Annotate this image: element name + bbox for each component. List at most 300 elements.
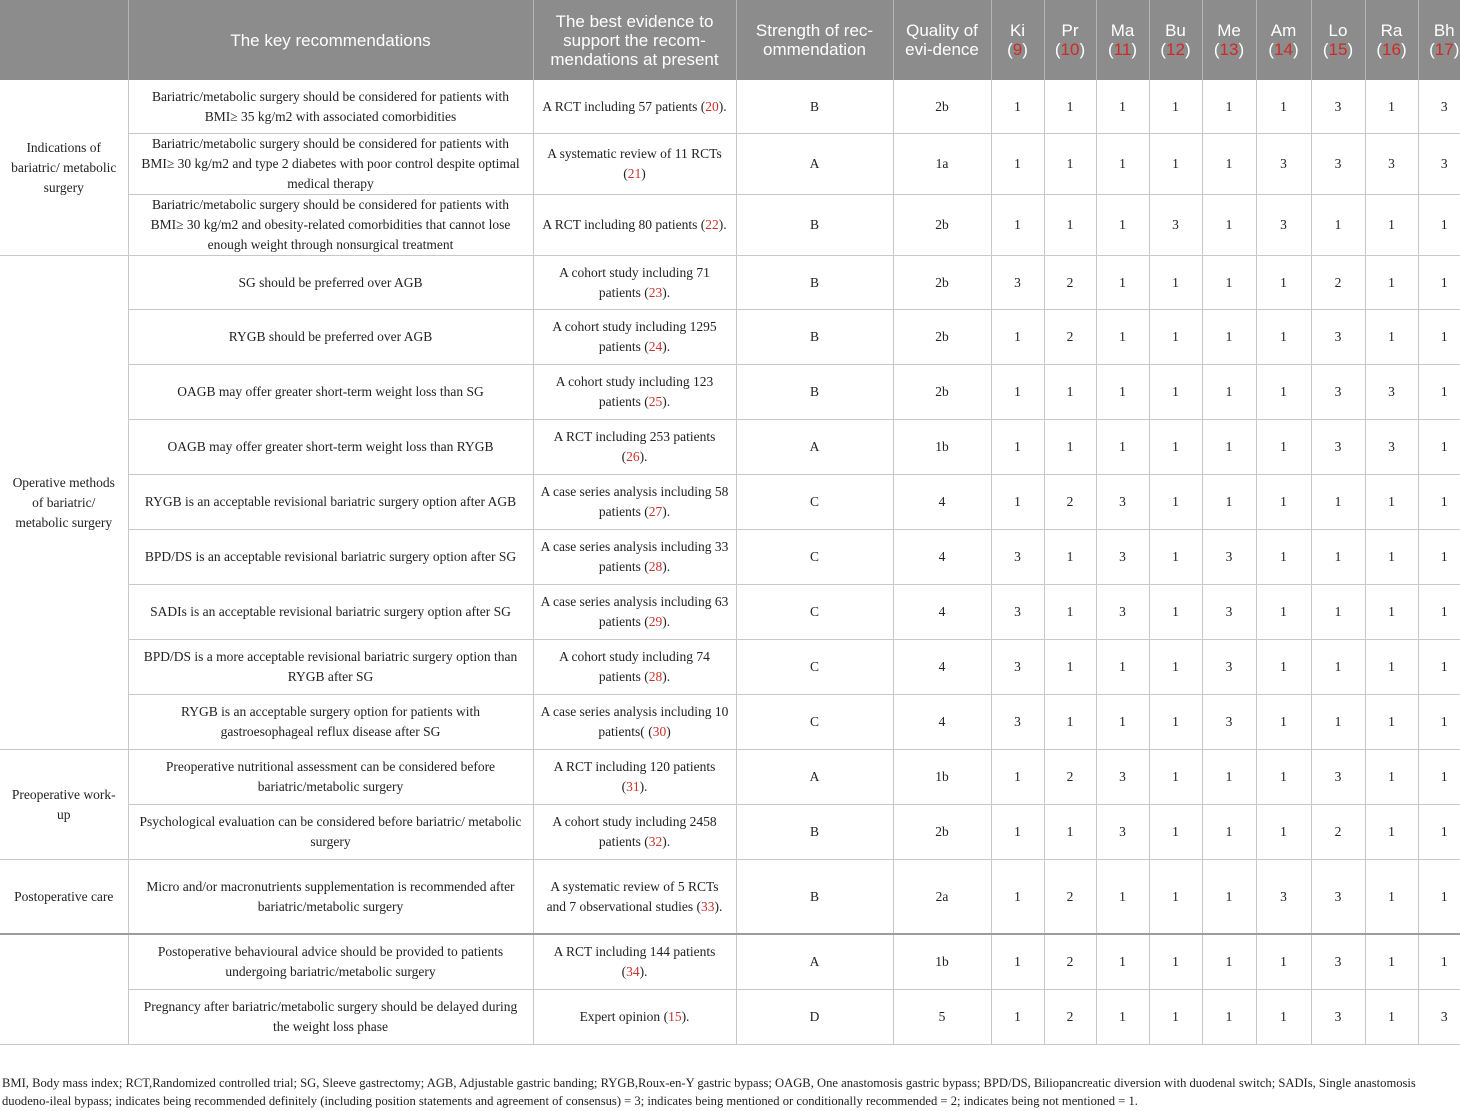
evidence-text: A cohort study including 2458 patients — [552, 814, 717, 849]
strength-cell: B — [736, 860, 893, 935]
guideline-score-cell: 1 — [1418, 750, 1460, 805]
recommendation-cell: Preoperative nutritional assessment can be considered before bariatric/metabolic surgery — [128, 750, 533, 805]
quality-cell: 4 — [893, 475, 991, 530]
guideline-score-cell: 2 — [1311, 256, 1365, 310]
quality-cell: 2b — [893, 195, 991, 256]
guideline-score-cell: 1 — [1256, 585, 1311, 640]
guideline-score-cell: 1 — [1149, 934, 1202, 990]
guideline-score-cell: 1 — [1256, 934, 1311, 990]
guideline-score-cell: 1 — [1202, 990, 1256, 1045]
guideline-score-cell: 1 — [991, 990, 1044, 1045]
guideline-score-cell: 1 — [1044, 695, 1096, 750]
guideline-score-cell: 1 — [1256, 420, 1311, 475]
evidence-closing: ). — [662, 339, 671, 354]
header-guideline: Lo (15) — [1311, 0, 1365, 80]
guideline-score-cell: 1 — [1044, 80, 1096, 134]
evidence-text: A RCT including 120 patients — [553, 759, 716, 774]
evidence-closing: ). — [662, 669, 671, 684]
guideline-score-cell: 3 — [991, 585, 1044, 640]
table-row — [0, 695, 1460, 750]
guideline-score-cell: 1 — [1202, 934, 1256, 990]
guideline-score-cell: 3 — [1096, 750, 1149, 805]
guideline-ref-link[interactable]: 15 — [1328, 40, 1348, 59]
guideline-ref-link[interactable]: 11 — [1113, 40, 1132, 59]
guideline-score-cell: 1 — [1256, 750, 1311, 805]
guideline-score-cell: 1 — [1044, 640, 1096, 695]
quality-cell: 4 — [893, 530, 991, 585]
guideline-score-cell: 3 — [1365, 420, 1418, 475]
recommendation-cell: OAGB may offer greater short-term weight loss than RYGB — [128, 420, 533, 475]
table-footnote: BMI, Body mass index; RCT,Randomized controlled trial; SG, Sleeve gastrectomy; AGB, Adjustable gastric banding; RYGB,Roux-en-Y gastric bypass; OAGB, One anastomosis gastric bypass; BPD/DS, Biliopancreatic diversion with duodenal switch; SADIs, Single anastomosis duodeno-ileal bypass; indicates being recommended definitely (including position statements and agreement of consensus) = 3; indicates being mentioned or conditionally recommended = 2; indicates being not mentioned = 1. — [2, 1076, 1416, 1108]
evidence-closing: ). — [662, 394, 671, 409]
guideline-score-cell: 1 — [1418, 934, 1460, 990]
guideline-ref-link[interactable]: 16 — [1382, 40, 1401, 59]
guideline-score-cell: 1 — [1044, 134, 1096, 195]
guideline-score-cell: 3 — [991, 695, 1044, 750]
guideline-score-cell: 3 — [1311, 990, 1365, 1045]
section-label: Operative methods of bariatric/ metabolic surgery — [0, 256, 128, 750]
guideline-score-cell: 1 — [1096, 134, 1149, 195]
guideline-score-cell: 1 — [1149, 640, 1202, 695]
guideline-score-cell: 1 — [1044, 365, 1096, 420]
guideline-score-cell: 1 — [1202, 860, 1256, 935]
quality-cell: 2b — [893, 80, 991, 134]
guideline-ref-link[interactable]: 14 — [1274, 40, 1293, 59]
guideline-score-cell: 2 — [1044, 475, 1096, 530]
quality-cell: 2a — [893, 860, 991, 935]
quality-cell: 4 — [893, 640, 991, 695]
guideline-score-cell: 3 — [1202, 530, 1256, 585]
guideline-score-cell: 3 — [1096, 475, 1149, 530]
guideline-score-cell: 3 — [991, 256, 1044, 310]
recommendation-cell: OAGB may offer greater short-term weight loss than SG — [128, 365, 533, 420]
guideline-score-cell: 1 — [991, 750, 1044, 805]
guideline-score-cell: 3 — [1256, 195, 1311, 256]
strength-cell: B — [736, 195, 893, 256]
guideline-score-cell: 1 — [1418, 256, 1460, 310]
evidence-cell: A RCT including 144 patients (34). — [533, 934, 736, 990]
guideline-score-cell: 1 — [1418, 585, 1460, 640]
guideline-score-cell: 3 — [1149, 195, 1202, 256]
guideline-abbr: Lo — [1328, 21, 1348, 40]
table-row — [0, 365, 1460, 420]
header-category — [0, 0, 128, 80]
reference-link[interactable]: 31 — [626, 779, 640, 794]
guideline-score-cell: 1 — [1256, 805, 1311, 860]
guideline-score-cell: 1 — [1202, 256, 1256, 310]
evidence-closing: ). — [714, 898, 723, 914]
evidence-text: A cohort study including 1295 patients — [552, 319, 717, 354]
guideline-score-cell: 1 — [1044, 530, 1096, 585]
guideline-abbr: Me — [1217, 21, 1241, 40]
guideline-score-cell: 1 — [1365, 750, 1418, 805]
guideline-score-cell: 1 — [1096, 195, 1149, 256]
reference-link[interactable]: 34 — [626, 964, 640, 979]
quality-cell: 1b — [893, 420, 991, 475]
guideline-score-cell: 1 — [1149, 530, 1202, 585]
header-guideline: Bh (17) — [1418, 0, 1460, 80]
guideline-score-cell: 1 — [1202, 475, 1256, 530]
guideline-score-cell: 1 — [1096, 860, 1149, 935]
evidence-text: A cohort study including 71 patients — [559, 264, 710, 300]
evidence-text: A systematic review of 5 RCTs and 7 observational studies — [546, 878, 719, 914]
strength-cell: B — [736, 80, 893, 134]
evidence-closing: ). — [662, 614, 671, 629]
recommendation-cell: Bariatric/metabolic surgery should be considered for patients with BMI≥ 30 kg/m2 and type 2 diabetes with poor control despite optimal medical therapy — [128, 134, 533, 195]
guideline-score-cell: 3 — [1311, 134, 1365, 195]
strength-cell: B — [736, 310, 893, 365]
evidence-closing: ) — [641, 166, 646, 181]
guideline-ref-link[interactable]: 13 — [1219, 40, 1239, 59]
evidence-closing: ). — [662, 284, 671, 300]
guideline-score-cell: 2 — [1044, 860, 1096, 935]
guideline-score-cell: 1 — [1256, 256, 1311, 310]
guideline-score-cell: 1 — [1365, 80, 1418, 134]
quality-cell: 2b — [893, 310, 991, 365]
guideline-score-cell: 3 — [1096, 530, 1149, 585]
table-row — [0, 750, 1460, 805]
reference-link[interactable]: 23 — [648, 284, 663, 300]
strength-cell: D — [736, 990, 893, 1045]
evidence-cell: A case series analysis including 58 patients (27). — [533, 475, 736, 530]
evidence-closing: ) — [666, 724, 671, 739]
guideline-score-cell: 3 — [1418, 80, 1460, 134]
reference-link[interactable]: 32 — [648, 834, 663, 849]
guideline-score-cell: 1 — [1149, 805, 1202, 860]
recommendation-cell: RYGB should be preferred over AGB — [128, 310, 533, 365]
guideline-score-cell: 1 — [1149, 695, 1202, 750]
header-evidence: The best evidence to support the recom-mendations at present — [533, 0, 736, 80]
guideline-score-cell: 1 — [1418, 310, 1460, 365]
guideline-score-cell: 1 — [1418, 365, 1460, 420]
guideline-score-cell: 1 — [1044, 195, 1096, 256]
quality-cell: 4 — [893, 695, 991, 750]
guideline-score-cell: 1 — [1418, 475, 1460, 530]
evidence-text: A RCT including 57 patients — [542, 98, 698, 114]
guideline-score-cell: 2 — [1044, 990, 1096, 1045]
guideline-abbr: Ra — [1380, 21, 1403, 40]
guideline-score-cell: 3 — [1418, 134, 1460, 195]
guideline-score-cell: 1 — [1149, 990, 1202, 1045]
quality-cell: 2b — [893, 365, 991, 420]
section-label — [0, 934, 128, 1045]
quality-cell: 1a — [893, 134, 991, 195]
evidence-closing: ). — [718, 98, 727, 114]
evidence-cell: A case series analysis including 10 patients( (30) — [533, 695, 736, 750]
guideline-ref-link[interactable]: 10 — [1060, 40, 1080, 59]
guideline-ref-link[interactable]: 12 — [1166, 40, 1185, 59]
evidence-text: Expert opinion — [579, 1009, 661, 1024]
guideline-score-cell: 2 — [1044, 934, 1096, 990]
evidence-text: A RCT including 144 patients — [553, 944, 716, 959]
strength-cell: A — [736, 750, 893, 805]
guideline-score-cell: 2 — [1311, 805, 1365, 860]
guideline-score-cell: 1 — [1044, 585, 1096, 640]
guideline-score-cell: 1 — [1418, 195, 1460, 256]
guideline-score-cell: 3 — [1365, 134, 1418, 195]
guideline-score-cell: 3 — [1256, 134, 1311, 195]
reference-link[interactable]: 28 — [648, 559, 663, 574]
strength-cell: C — [736, 530, 893, 585]
recommendation-cell: RYGB is an acceptable surgery option for patients with gastroesophageal reflux disease after SG — [128, 695, 533, 750]
guideline-score-cell: 1 — [991, 475, 1044, 530]
evidence-text: A systematic review of 11 RCTs — [547, 146, 722, 161]
guideline-score-cell: 1 — [1149, 750, 1202, 805]
guideline-score-cell: 3 — [1202, 585, 1256, 640]
guideline-score-cell: 1 — [1418, 860, 1460, 935]
section-label: Indications of bariatric/ metabolic surgery — [0, 80, 128, 256]
guideline-score-cell: 1 — [1149, 475, 1202, 530]
guideline-score-cell: 1 — [1149, 256, 1202, 310]
guideline-abbr: Ki — [1009, 21, 1026, 40]
recommendation-cell: Postoperative behavioural advice should be provided to patients undergoing bariatric/metabolic surgery — [128, 934, 533, 990]
guideline-score-cell: 3 — [1202, 695, 1256, 750]
header-guideline: Ra (16) — [1365, 0, 1418, 80]
header-guideline: Ma (11) — [1096, 0, 1149, 80]
guideline-score-cell: 3 — [1311, 934, 1365, 990]
guideline-score-cell: 1 — [1149, 365, 1202, 420]
guideline-score-cell: 1 — [991, 365, 1044, 420]
guideline-score-cell: 3 — [1096, 585, 1149, 640]
evidence-text: A RCT including 80 patients — [542, 217, 698, 232]
guideline-abbr: Am — [1270, 21, 1297, 40]
quality-cell: 4 — [893, 585, 991, 640]
guideline-score-cell: 1 — [1096, 934, 1149, 990]
guideline-score-cell: 1 — [1311, 530, 1365, 585]
guideline-score-cell: 1 — [1311, 695, 1365, 750]
guideline-score-cell: 1 — [1149, 585, 1202, 640]
table-row — [0, 475, 1460, 530]
guideline-score-cell: 1 — [1202, 134, 1256, 195]
table-row — [0, 195, 1460, 256]
strength-cell: B — [736, 365, 893, 420]
guideline-ref-link[interactable]: 17 — [1434, 40, 1454, 59]
table-row — [0, 805, 1460, 860]
guideline-score-cell: 3 — [991, 530, 1044, 585]
reference-link[interactable]: 25 — [648, 394, 663, 409]
evidence-cell: A cohort study including 1295 patients (24). — [533, 310, 736, 365]
reference-link[interactable]: 24 — [648, 339, 663, 354]
recommendation-cell: RYGB is an acceptable revisional bariatric surgery option after AGB — [128, 475, 533, 530]
recommendation-cell: Pregnancy after bariatric/metabolic surgery should be delayed during the weight loss phase — [128, 990, 533, 1045]
guideline-score-cell: 1 — [1418, 530, 1460, 585]
guideline-score-cell: 1 — [1202, 805, 1256, 860]
evidence-cell: A case series analysis including 63 patients (29). — [533, 585, 736, 640]
guideline-score-cell: 1 — [1256, 990, 1311, 1045]
guideline-score-cell: 3 — [1256, 860, 1311, 935]
guideline-score-cell: 1 — [1202, 365, 1256, 420]
guideline-abbr: Bh — [1433, 21, 1455, 40]
guideline-score-cell: 1 — [1202, 80, 1256, 134]
section-label: Preoperative work-up — [0, 750, 128, 860]
evidence-text: A cohort study including 123 patients — [555, 374, 714, 409]
guideline-score-cell: 1 — [1365, 640, 1418, 695]
reference-link[interactable]: 15 — [668, 1009, 682, 1024]
header-guideline: Me (13) — [1202, 0, 1256, 80]
guideline-score-cell: 1 — [1365, 256, 1418, 310]
guideline-score-cell: 3 — [1418, 990, 1460, 1045]
evidence-closing: ). — [662, 834, 671, 849]
guideline-score-cell: 2 — [1044, 310, 1096, 365]
recommendation-cell: SADIs is an acceptable revisional bariatric surgery option after SG — [128, 585, 533, 640]
guideline-abbr: Pr — [1061, 21, 1079, 40]
guideline-score-cell: 1 — [1044, 805, 1096, 860]
guideline-score-cell: 1 — [1202, 420, 1256, 475]
guideline-score-cell: 1 — [1311, 585, 1365, 640]
evidence-closing: ). — [662, 559, 671, 574]
evidence-cell: A RCT including 57 patients (20). — [533, 80, 736, 134]
evidence-text: A case series analysis including 63 patients — [540, 594, 729, 629]
guideline-score-cell: 1 — [1202, 750, 1256, 805]
reference-link[interactable]: 27 — [648, 504, 663, 519]
guideline-score-cell: 3 — [1202, 640, 1256, 695]
guideline-score-cell: 1 — [1365, 860, 1418, 935]
evidence-cell: Expert opinion (15). — [533, 990, 736, 1045]
header-guideline: Bu (12) — [1149, 0, 1202, 80]
evidence-closing: ). — [681, 1009, 690, 1024]
table-row — [0, 530, 1460, 585]
guideline-score-cell: 3 — [1311, 860, 1365, 935]
evidence-cell: A cohort study including 123 patients (25). — [533, 365, 736, 420]
strength-cell: B — [736, 256, 893, 310]
table-row — [0, 420, 1460, 475]
evidence-closing: ). — [718, 217, 727, 232]
guideline-score-cell: 1 — [1418, 640, 1460, 695]
evidence-cell: A RCT including 253 patients (26). — [533, 420, 736, 475]
quality-cell: 1b — [893, 934, 991, 990]
evidence-closing: ). — [639, 779, 648, 794]
guideline-score-cell: 3 — [1311, 80, 1365, 134]
guideline-score-cell: 1 — [1365, 990, 1418, 1045]
evidence-cell: A RCT including 120 patients (31). — [533, 750, 736, 805]
header-strength: Strength of rec-ommendation — [736, 0, 893, 80]
reference-link[interactable]: 30 — [652, 724, 667, 739]
reference-link[interactable]: 20 — [705, 98, 719, 114]
evidence-cell: A systematic review of 11 RCTs (21) — [533, 134, 736, 195]
guideline-score-cell: 1 — [1418, 420, 1460, 475]
quality-cell: 2b — [893, 256, 991, 310]
reference-link[interactable]: 29 — [648, 614, 663, 629]
guideline-score-cell: 3 — [1311, 310, 1365, 365]
guideline-score-cell: 1 — [1096, 310, 1149, 365]
guideline-score-cell: 1 — [1096, 420, 1149, 475]
table-row — [0, 80, 1460, 134]
guideline-score-cell: 2 — [1044, 750, 1096, 805]
quality-cell: 1b — [893, 750, 991, 805]
guideline-score-cell: 1 — [1365, 195, 1418, 256]
guideline-score-cell: 1 — [1096, 365, 1149, 420]
strength-cell: C — [736, 695, 893, 750]
header-guideline: Ki (9) — [991, 0, 1044, 80]
guideline-score-cell: 3 — [1311, 420, 1365, 475]
strength-cell: C — [736, 640, 893, 695]
guideline-score-cell: 1 — [1149, 134, 1202, 195]
reference-link[interactable]: 28 — [648, 669, 663, 684]
guideline-score-cell: 1 — [1365, 805, 1418, 860]
header-recommendations: The key recommendations — [128, 0, 533, 80]
evidence-text: A case series analysis including 33 patients — [540, 539, 729, 574]
strength-cell: B — [736, 805, 893, 860]
guideline-score-cell: 1 — [1256, 365, 1311, 420]
recommendation-cell: Bariatric/metabolic surgery should be considered for patients with BMI≥ 30 kg/m2 and obesity-related comorbidities that cannot lose enough weight through nonsurgical treatment — [128, 195, 533, 256]
recommendation-cell: BPD/DS is an acceptable revisional bariatric surgery option after SG — [128, 530, 533, 585]
header-guideline: Pr (10) — [1044, 0, 1096, 80]
guideline-score-cell: 1 — [991, 860, 1044, 935]
recommendation-cell: Psychological evaluation can be considered before bariatric/ metabolic surgery — [128, 805, 533, 860]
guideline-score-cell: 1 — [1256, 695, 1311, 750]
guideline-score-cell: 1 — [1256, 310, 1311, 365]
guideline-score-cell: 1 — [1256, 530, 1311, 585]
table-row — [0, 310, 1460, 365]
guideline-ref-link[interactable]: 9 — [1012, 40, 1023, 59]
guideline-score-cell: 3 — [991, 640, 1044, 695]
guideline-score-cell: 3 — [1365, 365, 1418, 420]
evidence-text: A cohort study including 74 patients — [559, 649, 710, 684]
evidence-cell: A cohort study including 74 patients (28). — [533, 640, 736, 695]
table-row — [0, 256, 1460, 310]
guideline-score-cell: 1 — [1202, 195, 1256, 256]
guideline-score-cell: 1 — [1256, 640, 1311, 695]
reference-link[interactable]: 21 — [627, 166, 642, 181]
reference-link[interactable]: 33 — [701, 898, 715, 914]
guideline-abbr: Ma — [1110, 21, 1135, 40]
guideline-score-cell: 1 — [1365, 585, 1418, 640]
guideline-score-cell: 1 — [1096, 80, 1149, 134]
table-header-row — [0, 0, 1460, 80]
guideline-score-cell: 1 — [1096, 695, 1149, 750]
table-row — [0, 585, 1460, 640]
evidence-cell: A systematic review of 5 RCTs and 7 observational studies (33). — [533, 860, 736, 935]
evidence-cell: A case series analysis including 33 patients (28). — [533, 530, 736, 585]
table-row — [0, 860, 1460, 935]
guideline-score-cell: 1 — [991, 80, 1044, 134]
guideline-score-cell: 1 — [1149, 80, 1202, 134]
guideline-score-cell: 1 — [1149, 420, 1202, 475]
guideline-abbr: Bu — [1165, 21, 1186, 40]
recommendation-cell: BPD/DS is a more acceptable revisional bariatric surgery option than RYGB after SG — [128, 640, 533, 695]
evidence-cell: A cohort study including 71 patients (23). — [533, 256, 736, 310]
guideline-score-cell: 1 — [991, 805, 1044, 860]
guideline-score-cell: 1 — [1418, 695, 1460, 750]
guideline-score-cell: 1 — [1365, 530, 1418, 585]
guideline-score-cell: 1 — [1311, 475, 1365, 530]
strength-cell: A — [736, 134, 893, 195]
evidence-text: A case series analysis including 58 patients — [540, 484, 729, 519]
table-row — [0, 640, 1460, 695]
table-row — [0, 134, 1460, 195]
guideline-score-cell: 1 — [1149, 860, 1202, 935]
evidence-closing: ). — [639, 964, 648, 979]
recommendation-cell: Bariatric/metabolic surgery should be considered for patients with BMI≥ 35 kg/m2 with associated comorbidities — [128, 80, 533, 134]
reference-link[interactable]: 22 — [705, 217, 719, 232]
evidence-closing: ). — [662, 504, 671, 519]
recommendation-cell: Micro and/or macronutrients supplementation is recommended after bariatric/metabolic surgery — [128, 860, 533, 935]
guideline-score-cell: 1 — [991, 134, 1044, 195]
table-row — [0, 934, 1460, 990]
guideline-score-cell: 1 — [991, 310, 1044, 365]
evidence-cell: A RCT including 80 patients (22). — [533, 195, 736, 256]
evidence-closing: ). — [639, 449, 648, 464]
quality-cell: 2b — [893, 805, 991, 860]
guideline-score-cell: 1 — [991, 934, 1044, 990]
header-guideline: Am (14) — [1256, 0, 1311, 80]
guideline-score-cell: 1 — [991, 420, 1044, 475]
reference-link[interactable]: 26 — [626, 449, 640, 464]
guideline-score-cell: 2 — [1044, 256, 1096, 310]
recommendation-cell: SG should be preferred over AGB — [128, 256, 533, 310]
guideline-score-cell: 1 — [1311, 195, 1365, 256]
guideline-score-cell: 3 — [1096, 805, 1149, 860]
